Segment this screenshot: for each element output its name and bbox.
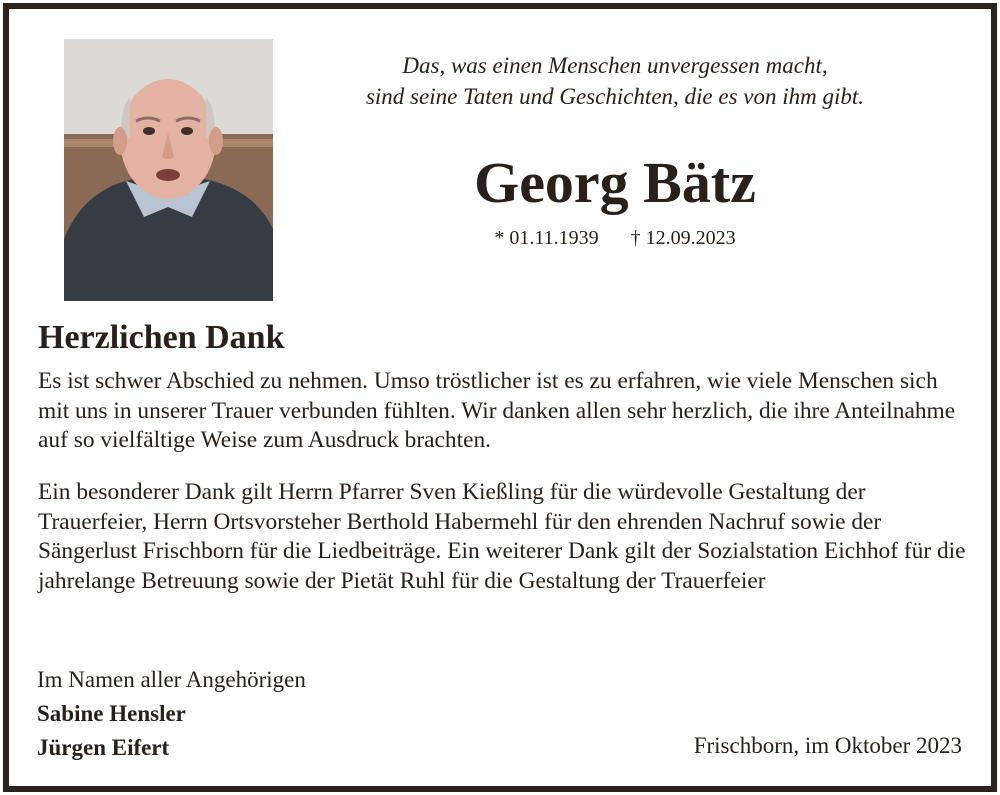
deceased-name: Georg Bätz [474, 150, 756, 215]
thanks-paragraph-1: Es ist schwer Abschied zu nehmen. Umso tröstlicher ist es zu erfahren, wie viele Menschen sich mit uns in unserer Trauer verbunden fühlten. Wir danken allen sehr herzlich, die ihre Anteilnahme auf so vielfältige Weise zum Ausdruck brachten. [38, 368, 956, 453]
signature-name-2: Jürgen Eifert [37, 735, 170, 760]
place-date: Frischborn, im Oktober 2023 [693, 733, 962, 758]
memorial-quote [330, 50, 900, 112]
birth-date: * 01.11.1939 [494, 227, 599, 249]
thanks-paragraph-2: Ein besonderer Dank gilt Herrn Pfarrer Sven Kießling für die würdevolle Gestaltung der Trauerfeier, Herrn Ortsvorsteher Berthold Habermehl für den ehrenden Nachruf sowie der Sängerlust Frischborn für die Liedbeiträge. Ein weiterer Dank gilt der Sozialstation Eichhof für die jahrelange Betreuung sowie der Pietät Ruhl für die Gestaltung der Trauerfeier [38, 479, 966, 594]
portrait-photo [64, 39, 273, 301]
signature-block [37, 663, 306, 765]
signature-name-1: Sabine Hensler [37, 701, 186, 726]
thanks-heading: Herzlichen Dank [38, 319, 285, 356]
life-dates [390, 225, 840, 251]
death-date: † 12.09.2023 [630, 227, 736, 249]
quote-line-2: sind seine Taten und Geschichten, die es von ihm gibt. [365, 84, 865, 109]
quote-line-1: Das, was einen Menschen unvergessen macht, [402, 53, 828, 78]
signature-intro: Im Namen aller Angehörigen [37, 667, 306, 692]
